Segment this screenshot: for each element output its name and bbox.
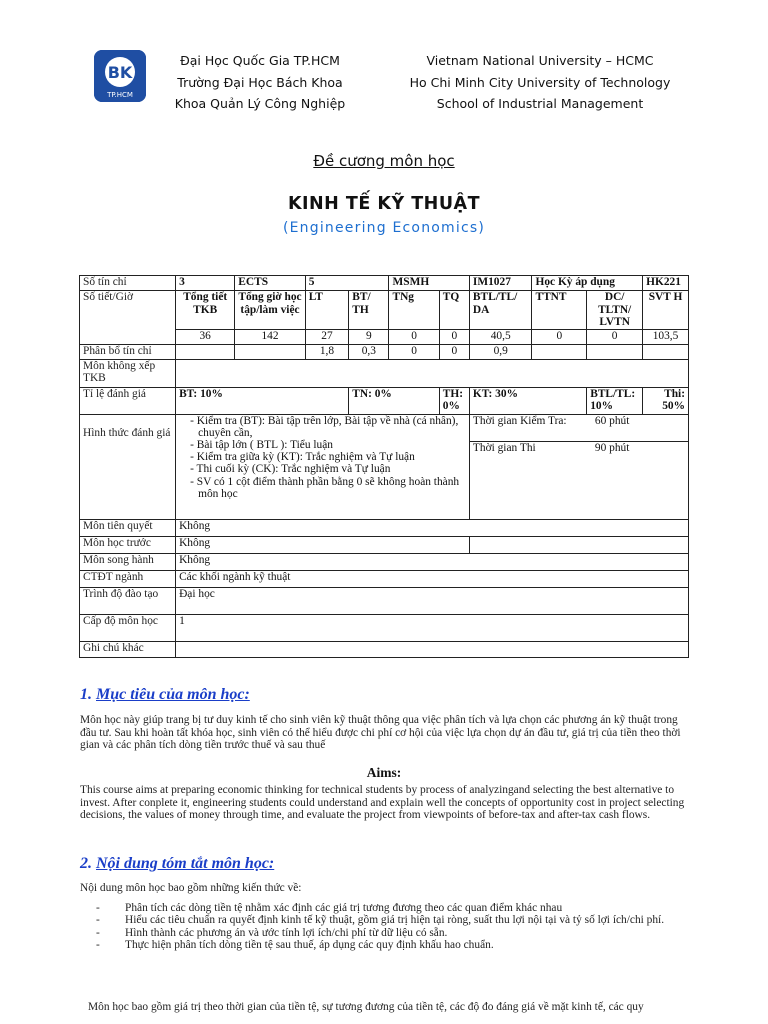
table-cell: 0 [439, 344, 469, 359]
list-item-text: SV có 1 cột điểm thành phần bằng 0 sẽ không hoàn thành môn học [196, 475, 460, 500]
tien-quyet-label: Môn tiên quyết [80, 519, 176, 536]
table-cell: 0 [532, 329, 587, 344]
list-item [96, 927, 696, 939]
col-header: Tổng tiết TKB [176, 291, 235, 330]
list-item [96, 914, 696, 926]
table-row [80, 414, 689, 519]
table-row [80, 276, 689, 291]
header-right [405, 50, 675, 115]
table-cell: 0 [587, 329, 643, 344]
col-header: Tổng giờ học tập/làm việc [235, 291, 305, 330]
hinh-thuc-list [186, 415, 466, 500]
header-left-line: Trường Đại Học Bách Khoa [177, 74, 343, 90]
header-left [170, 50, 350, 115]
table-row [80, 570, 689, 587]
ctdt-value: Các khối ngành kỹ thuật [176, 570, 689, 587]
thoi-gian-thi [470, 442, 688, 468]
table-cell: 0,3 [349, 344, 389, 359]
logo-text-bottom: TP.HCM [107, 91, 133, 99]
section-1-body-en: This course aims at preparing economic thinking for technical students by process of analyzingand selecting the best alternative to invest. After conplete it, engineering students could understand and explain well the concepts of opportunity cost in project selecting decisions, the values of money through time, and evaluate the project from viewpoints of before-tax and after-tax cash flows. [80, 784, 685, 822]
table-cell: 27 [305, 329, 349, 344]
hoc-truoc-value: Không [176, 536, 470, 553]
list-item: - Kiểm tra giữa kỳ (KT): Trắc nghiệm và Tự luận [190, 451, 415, 464]
table-cell [176, 359, 689, 387]
table-cell: 142 [235, 329, 305, 344]
table-row [80, 536, 689, 553]
table-cell: 36 [176, 329, 235, 344]
table-cell: 0 [389, 329, 439, 344]
list-dash: - [96, 938, 100, 951]
col-header: BTL/TL/ DA [469, 291, 532, 330]
ti-le-btl: BTL/TL: 10% [587, 387, 643, 414]
table-cell [235, 344, 305, 359]
table-cell [643, 344, 689, 359]
msmh-label: MSMH [389, 276, 469, 291]
section-number: 2. [80, 855, 92, 872]
table-cell: 1,8 [305, 344, 349, 359]
so-tiet-label: Số tiết/Giờ [80, 291, 176, 345]
col-header: TNg [389, 291, 439, 330]
ghi-chu-value [176, 641, 689, 657]
list-dash: - [96, 902, 100, 914]
list-item-text: Hình thành các phương án và ước tính lợi ích/chi phí từ dữ liệu có sẵn. [125, 926, 448, 939]
ctdt-label: CTĐT ngành [80, 570, 176, 587]
list-item-text: Thi cuối kỳ (CK): Trắc nghiệm và Tự luận [196, 463, 391, 476]
hoc-ky-label: Học Kỳ áp dụng [532, 276, 643, 291]
thoi-gian-cell [469, 414, 688, 519]
course-info-table [79, 275, 689, 658]
table-cell [532, 344, 587, 359]
cap-do-value: 1 [176, 614, 689, 641]
hoc-truoc-label: Môn học trước [80, 536, 176, 553]
letterhead [0, 50, 768, 120]
col-header: SVT H [643, 291, 689, 330]
logo-text-top: BK [107, 63, 133, 82]
hinh-thuc-list-cell [176, 414, 470, 519]
table-cell: 0 [389, 344, 439, 359]
table-row [80, 641, 689, 657]
table-cell: 40,5 [469, 329, 532, 344]
section-2-intro: Nội dung môn học bao gồm những kiến thức về: [80, 882, 302, 894]
section-title: Nội dung tóm tắt môn học: [96, 855, 275, 872]
list-dash: - [96, 926, 100, 939]
table-cell: 0,9 [469, 344, 532, 359]
ects-value: 5 [305, 276, 389, 291]
list-item: - SV có 1 cột điểm thành phần bằng 0 sẽ không hoàn thành môn học [190, 475, 460, 500]
table-row [80, 614, 689, 641]
aims-heading: Aims: [366, 765, 402, 780]
trinh-do-label: Trình độ đào tạo [80, 587, 176, 614]
song-hanh-value: Không [176, 553, 689, 570]
ti-le-bt: BT: 10% [176, 387, 349, 414]
msmh-value: IM1027 [469, 276, 532, 291]
hinh-thuc-label: Hình thức đánh giá [80, 414, 176, 519]
table-row [80, 387, 689, 414]
section-title: Mục tiêu của môn học: [96, 686, 250, 703]
list-item-text: Thực hiện phân tích dòng tiền tệ sau thuế, áp dụng các quy định khấu hao chuẩn. [125, 938, 494, 951]
section-number: 1. [80, 686, 92, 703]
section-2-list [96, 902, 696, 951]
tien-quyet-value: Không [176, 519, 689, 536]
table-cell: 0 [439, 329, 469, 344]
table-cell [176, 344, 235, 359]
header-left-line: Khoa Quản Lý Công Nghiệp [174, 96, 346, 111]
mon-khong-xep-label: Môn không xếp TKB [80, 359, 176, 387]
course-subtitle: (Engineering Economics) [282, 220, 486, 236]
section-2-heading [80, 855, 274, 873]
table-cell [469, 536, 688, 553]
song-hanh-label: Môn song hành [80, 553, 176, 570]
tg-kiem-tra-label: Thời gian Kiểm Tra: [472, 414, 567, 427]
phan-bo-label: Phân bổ tín chỉ [80, 344, 176, 359]
hoc-ky-value: HK221 [643, 276, 689, 291]
list-item: - Bài tập lớn ( BTL ): Tiểu luận [190, 438, 334, 451]
ti-le-label: Tỉ lệ đánh giá [80, 387, 176, 414]
header-right-line: School of Industrial Management [436, 96, 644, 111]
ghi-chu-label: Ghi chú khác [80, 641, 176, 657]
list-item: - Kiểm tra (BT): Bài tập trên lớp, Bài tập về nhà (cá nhân), chuyên cần, [190, 414, 459, 439]
list-dash: - [96, 914, 100, 927]
col-header: TTNT [532, 291, 587, 330]
table-row [80, 519, 689, 536]
section-1-heading [80, 686, 250, 704]
table-row [80, 291, 689, 330]
header-left-line: Đại Học Quốc Gia TP.HCM [180, 53, 340, 68]
tg-thi-label: Thời gian Thi [472, 441, 536, 454]
tg-kiem-tra-value: 60 phút [594, 414, 630, 427]
list-item [96, 939, 696, 951]
table-cell: 9 [349, 329, 389, 344]
document-type: Đề cương môn học [313, 152, 455, 170]
col-header: LT [305, 291, 349, 330]
table-row [80, 587, 689, 614]
course-title: KINH TẾ KỸ THUẬT [287, 194, 481, 214]
section-2-closing: Môn học bao gồm giá trị theo thời gian của tiền tệ, sự tương đương của tiền tệ, các độ đo đáng giá về mặt kinh tế, các quy [88, 1001, 644, 1013]
university-logo [94, 50, 146, 102]
table-row [80, 344, 689, 359]
list-item-text: Hiểu các tiêu chuẩn ra quyết định kinh tế kỹ thuật, gồm giá trị hiện tại ròng, suất thu lợi nội tại và tỷ số lợi ích/chi phí. [125, 914, 665, 927]
so-tin-chi-value: 3 [176, 276, 235, 291]
ti-le-th: TH: 0% [439, 387, 469, 414]
table-row [80, 553, 689, 570]
list-item [96, 902, 696, 914]
ti-le-tn: TN: 0% [349, 387, 440, 414]
table-cell: 103,5 [643, 329, 689, 344]
ti-le-kt: KT: 30% [469, 387, 586, 414]
ects-label: ECTS [235, 276, 305, 291]
so-tin-chi-label: Số tín chỉ [80, 276, 176, 291]
header-right-line: Ho Chi Minh City University of Technology [409, 74, 671, 90]
trinh-do-value: Đại học [176, 587, 689, 614]
list-item: - Thi cuối kỳ (CK): Trắc nghiệm và Tự luận [190, 463, 391, 476]
table-row [80, 359, 689, 387]
cap-do-label: Cấp độ môn học [80, 614, 176, 641]
list-item-text: Bài tập lớn ( BTL ): Tiểu luận [196, 438, 334, 451]
table-cell [587, 344, 643, 359]
tg-thi-value: 90 phút [594, 441, 630, 454]
col-header: DC/ TLTN/ LVTN [587, 291, 643, 330]
list-item-text: Kiểm tra giữa kỳ (KT): Trắc nghiệm và Tự luận [196, 451, 415, 464]
list-item-text: Phân tích các dòng tiền tệ nhằm xác định các giá trị tương đương theo các quan điểm khác nhau [125, 902, 563, 914]
col-header: TQ [439, 291, 469, 330]
ti-le-thi: Thi: 50% [643, 387, 689, 414]
section-1-body-vi: Môn học này giúp trang bị tư duy kinh tế cho sinh viên kỹ thuật thông qua việc phân tích và lựa chọn các phương án kỹ thuật trong đầu tư. Sau khi hoàn tất khóa học, sinh viên có thể hiểu được chi phí cơ hội của việc lựa chọn dự án đầu tư, giá trị của tiền theo thời gian và các phân tích dòng tiền trước thuế và sau thuế [80, 714, 681, 752]
list-item-text: Kiểm tra (BT): Bài tập trên lớp, Bài tập về nhà (cá nhân), chuyên cần, [196, 414, 459, 439]
thoi-gian-kiem-tra [470, 415, 688, 442]
header-right-line: Vietnam National University – HCMC [426, 53, 654, 68]
col-header: BT/ TH [349, 291, 389, 330]
